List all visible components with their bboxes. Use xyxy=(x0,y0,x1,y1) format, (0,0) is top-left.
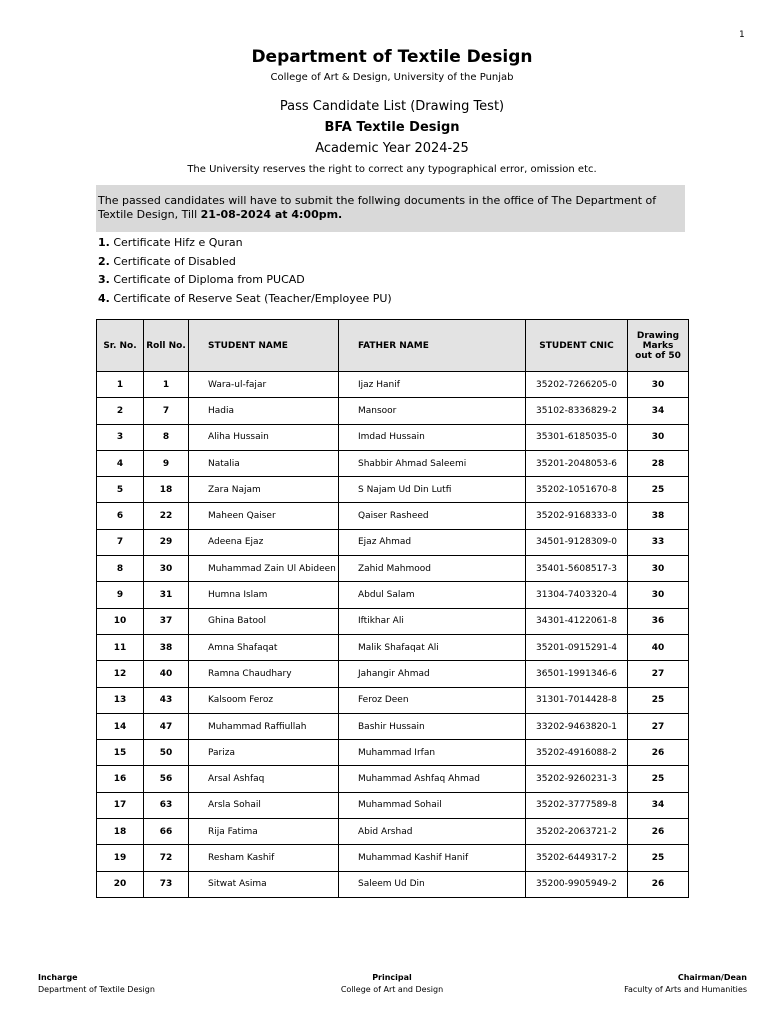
cell-roll-no: 47 xyxy=(144,713,189,739)
cell-drawing-marks: 30 xyxy=(628,582,689,608)
document-number: 4. xyxy=(98,292,110,306)
cell-student-name: Pariza xyxy=(189,740,339,766)
table-row xyxy=(97,792,689,818)
notice-box xyxy=(96,185,685,232)
document-item xyxy=(98,290,392,309)
cell-roll-no: 43 xyxy=(144,687,189,713)
cell-roll-no: 40 xyxy=(144,661,189,687)
table-row xyxy=(97,556,689,582)
table-header-row xyxy=(97,320,689,372)
cell-roll-no: 9 xyxy=(144,450,189,476)
cell-student-cnic: 31301-7014428-8 xyxy=(526,687,628,713)
cell-father-name: Bashir Hussain xyxy=(339,713,526,739)
cell-drawing-marks: 34 xyxy=(628,398,689,424)
cell-sr-no: 2 xyxy=(97,398,144,424)
cell-drawing-marks: 36 xyxy=(628,608,689,634)
header-marks-line: Drawing xyxy=(636,330,680,341)
cell-student-cnic: 36501-1991346-6 xyxy=(526,661,628,687)
cell-student-cnic: 31304-7403320-4 xyxy=(526,582,628,608)
cell-student-cnic: 35202-9168333-0 xyxy=(526,503,628,529)
disclaimer: The University reserves the right to correct any typographical error, omission etc. xyxy=(187,164,597,175)
cell-father-name: Zahid Mahmood xyxy=(339,556,526,582)
cell-roll-no: 7 xyxy=(144,398,189,424)
documents-list xyxy=(98,234,392,309)
table-row xyxy=(97,687,689,713)
cell-student-cnic: 35200-9905949-2 xyxy=(526,871,628,897)
cell-drawing-marks: 30 xyxy=(628,372,689,398)
cell-drawing-marks: 26 xyxy=(628,871,689,897)
cell-sr-no: 12 xyxy=(97,661,144,687)
cell-roll-no: 73 xyxy=(144,871,189,897)
cell-father-name: Shabbir Ahmad Saleemi xyxy=(339,450,526,476)
cell-student-name: Arsal Ashfaq xyxy=(189,766,339,792)
table-row xyxy=(97,450,689,476)
cell-student-cnic: 35202-3777589-8 xyxy=(526,792,628,818)
cell-student-cnic: 35301-6185035-0 xyxy=(526,424,628,450)
list-title: Pass Candidate List (Drawing Test) xyxy=(279,99,505,114)
document-text: Certificate of Reserve Seat (Teacher/Employee PU) xyxy=(113,292,392,306)
cell-roll-no: 31 xyxy=(144,582,189,608)
cell-roll-no: 22 xyxy=(144,503,189,529)
cell-student-cnic: 35401-5608517-3 xyxy=(526,556,628,582)
cell-student-name: Maheen Qaiser xyxy=(189,503,339,529)
cell-sr-no: 13 xyxy=(97,687,144,713)
cell-roll-no: 37 xyxy=(144,608,189,634)
cell-student-cnic: 35202-4916088-2 xyxy=(526,740,628,766)
cell-student-name: Zara Najam xyxy=(189,477,339,503)
cell-roll-no: 29 xyxy=(144,529,189,555)
cell-roll-no: 18 xyxy=(144,477,189,503)
table-row xyxy=(97,634,689,660)
results-table xyxy=(96,319,689,898)
table-row xyxy=(97,608,689,634)
cell-roll-no: 66 xyxy=(144,819,189,845)
cell-student-name: Natalia xyxy=(189,450,339,476)
cell-student-name: Muhammad Zain Ul Abideen xyxy=(189,556,339,582)
cell-student-name: Humna Islam xyxy=(189,582,339,608)
cell-father-name: Ejaz Ahmad xyxy=(339,529,526,555)
cell-father-name: Muhammad Sohail xyxy=(339,792,526,818)
cell-father-name: Ijaz Hanif xyxy=(339,372,526,398)
table-row xyxy=(97,713,689,739)
cell-sr-no: 16 xyxy=(97,766,144,792)
cell-father-name: Abid Arshad xyxy=(339,819,526,845)
cell-father-name: Malik Shafaqat Ali xyxy=(339,634,526,660)
cell-student-name: Ghina Batool xyxy=(189,608,339,634)
document-text: Certificate Hifz e Quran xyxy=(113,236,243,249)
cell-father-name: Feroz Deen xyxy=(339,687,526,713)
cell-sr-no: 19 xyxy=(97,845,144,871)
table-row xyxy=(97,661,689,687)
notice-text: The passed candidates will have to submit the follwing documents in the office of The Department of Textile Design, Till xyxy=(98,194,657,221)
header-sr-no: Sr. No. xyxy=(97,320,144,372)
cell-student-name: Resham Kashif xyxy=(189,845,339,871)
footer-org: Department of Textile Design xyxy=(38,985,155,994)
table-row xyxy=(97,871,689,897)
document-item xyxy=(98,234,392,253)
cell-student-cnic: 35201-2048053-6 xyxy=(526,450,628,476)
cell-roll-no: 38 xyxy=(144,634,189,660)
cell-student-cnic: 35202-6449317-2 xyxy=(526,845,628,871)
cell-sr-no: 5 xyxy=(97,477,144,503)
cell-drawing-marks: 25 xyxy=(628,477,689,503)
document-text: Certificate of Disabled xyxy=(113,254,236,268)
cell-sr-no: 18 xyxy=(97,819,144,845)
cell-student-name: Rija Fatima xyxy=(189,819,339,845)
cell-drawing-marks: 26 xyxy=(628,740,689,766)
cell-drawing-marks: 34 xyxy=(628,792,689,818)
cell-sr-no: 4 xyxy=(97,450,144,476)
cell-student-name: Adeena Ejaz xyxy=(189,529,339,555)
cell-father-name: Iftikhar Ali xyxy=(339,608,526,634)
document-number: 3. xyxy=(98,273,110,287)
header-student-name: STUDENT NAME xyxy=(189,320,339,372)
cell-student-name: Muhammad Raffiullah xyxy=(189,713,339,739)
cell-father-name: Muhammad Kashif Hanif xyxy=(339,845,526,871)
cell-roll-no: 8 xyxy=(144,424,189,450)
cell-drawing-marks: 27 xyxy=(628,661,689,687)
cell-drawing-marks: 38 xyxy=(628,503,689,529)
cell-roll-no: 56 xyxy=(144,766,189,792)
cell-student-cnic: 35202-2063721-2 xyxy=(526,819,628,845)
cell-sr-no: 17 xyxy=(97,792,144,818)
cell-sr-no: 7 xyxy=(97,529,144,555)
table-row xyxy=(97,503,689,529)
header-father-name: FATHER NAME xyxy=(339,320,526,372)
table-row xyxy=(97,845,689,871)
cell-sr-no: 8 xyxy=(97,556,144,582)
cell-father-name: Qaiser Rasheed xyxy=(339,503,526,529)
cell-roll-no: 72 xyxy=(144,845,189,871)
cell-father-name: Muhammad Irfan xyxy=(339,740,526,766)
cell-student-cnic: 33202-9463820-1 xyxy=(526,713,628,739)
cell-sr-no: 20 xyxy=(97,871,144,897)
cell-father-name: S Najam Ud Din Lutfi xyxy=(339,477,526,503)
document-item xyxy=(98,253,392,272)
cell-student-name: Aliha Hussain xyxy=(189,424,339,450)
cell-sr-no: 3 xyxy=(97,424,144,450)
cell-drawing-marks: 40 xyxy=(628,634,689,660)
cell-sr-no: 9 xyxy=(97,582,144,608)
table-row xyxy=(97,424,689,450)
table-row xyxy=(97,766,689,792)
cell-drawing-marks: 25 xyxy=(628,845,689,871)
table-row xyxy=(97,740,689,766)
header-marks-line: Marks xyxy=(642,340,674,351)
table-row xyxy=(97,372,689,398)
document-item xyxy=(98,271,392,290)
footer-org: Faculty of Arts and Humanities xyxy=(624,985,747,994)
cell-father-name: Muhammad Ashfaq Ahmad xyxy=(339,766,526,792)
footer-role: Incharge xyxy=(38,973,78,982)
cell-father-name: Jahangir Ahmad xyxy=(339,661,526,687)
cell-drawing-marks: 25 xyxy=(628,687,689,713)
cell-father-name: Imdad Hussain xyxy=(339,424,526,450)
table-body xyxy=(97,372,689,898)
cell-drawing-marks: 27 xyxy=(628,713,689,739)
cell-sr-no: 15 xyxy=(97,740,144,766)
page-number: 1 xyxy=(739,30,745,40)
cell-drawing-marks: 25 xyxy=(628,766,689,792)
table-row xyxy=(97,529,689,555)
cell-drawing-marks: 26 xyxy=(628,819,689,845)
footer-org: College of Art and Design xyxy=(340,985,444,994)
cell-father-name: Abdul Salam xyxy=(339,582,526,608)
cell-student-cnic: 35102-8336829-2 xyxy=(526,398,628,424)
cell-student-cnic: 34301-4122061-8 xyxy=(526,608,628,634)
cell-drawing-marks: 30 xyxy=(628,556,689,582)
table-row xyxy=(97,398,689,424)
cell-sr-no: 1 xyxy=(97,372,144,398)
table-row xyxy=(97,819,689,845)
college-subtitle: College of Art & Design, University of the Punjab xyxy=(270,72,514,83)
cell-father-name: Saleem Ud Din xyxy=(339,871,526,897)
cell-student-cnic: 35202-7266205-0 xyxy=(526,372,628,398)
table-row xyxy=(97,582,689,608)
cell-sr-no: 10 xyxy=(97,608,144,634)
cell-drawing-marks: 28 xyxy=(628,450,689,476)
cell-student-cnic: 34501-9128309-0 xyxy=(526,529,628,555)
cell-student-cnic: 35202-1051670-8 xyxy=(526,477,628,503)
document-number: 1. xyxy=(98,236,110,249)
header-drawing-marks xyxy=(628,320,689,372)
cell-father-name: Mansoor xyxy=(339,398,526,424)
cell-sr-no: 6 xyxy=(97,503,144,529)
cell-student-name: Sitwat Asima xyxy=(189,871,339,897)
cell-student-name: Ramna Chaudhary xyxy=(189,661,339,687)
cell-sr-no: 11 xyxy=(97,634,144,660)
cell-roll-no: 50 xyxy=(144,740,189,766)
cell-student-name: Wara-ul-fajar xyxy=(189,372,339,398)
academic-year: Academic Year 2024-25 xyxy=(315,141,469,156)
notice-deadline: 21-08-2024 at 4:00pm. xyxy=(200,208,343,221)
table-row xyxy=(97,477,689,503)
document-text: Certificate of Diploma from PUCAD xyxy=(113,273,305,287)
cell-student-name: Hadia xyxy=(189,398,339,424)
document-number: 2. xyxy=(98,254,110,268)
cell-student-cnic: 35202-9260231-3 xyxy=(526,766,628,792)
program-title: BFA Textile Design xyxy=(324,120,460,135)
cell-drawing-marks: 30 xyxy=(628,424,689,450)
header-marks-line: out of 50 xyxy=(635,350,681,361)
cell-sr-no: 14 xyxy=(97,713,144,739)
cell-roll-no: 30 xyxy=(144,556,189,582)
header-roll-no: Roll No. xyxy=(144,320,189,372)
header-student-cnic: STUDENT CNIC xyxy=(526,320,628,372)
cell-student-name: Amna Shafaqat xyxy=(189,634,339,660)
cell-student-cnic: 35201-0915291-4 xyxy=(526,634,628,660)
footer-chairman xyxy=(624,972,747,996)
cell-student-name: Kalsoom Feroz xyxy=(189,687,339,713)
cell-roll-no: 63 xyxy=(144,792,189,818)
cell-drawing-marks: 33 xyxy=(628,529,689,555)
footer-role: Principal xyxy=(372,973,412,982)
footer-role: Chairman/Dean xyxy=(677,973,747,982)
cell-student-name: Arsla Sohail xyxy=(189,792,339,818)
cell-roll-no: 1 xyxy=(144,372,189,398)
department-title: Department of Textile Design xyxy=(251,47,533,67)
